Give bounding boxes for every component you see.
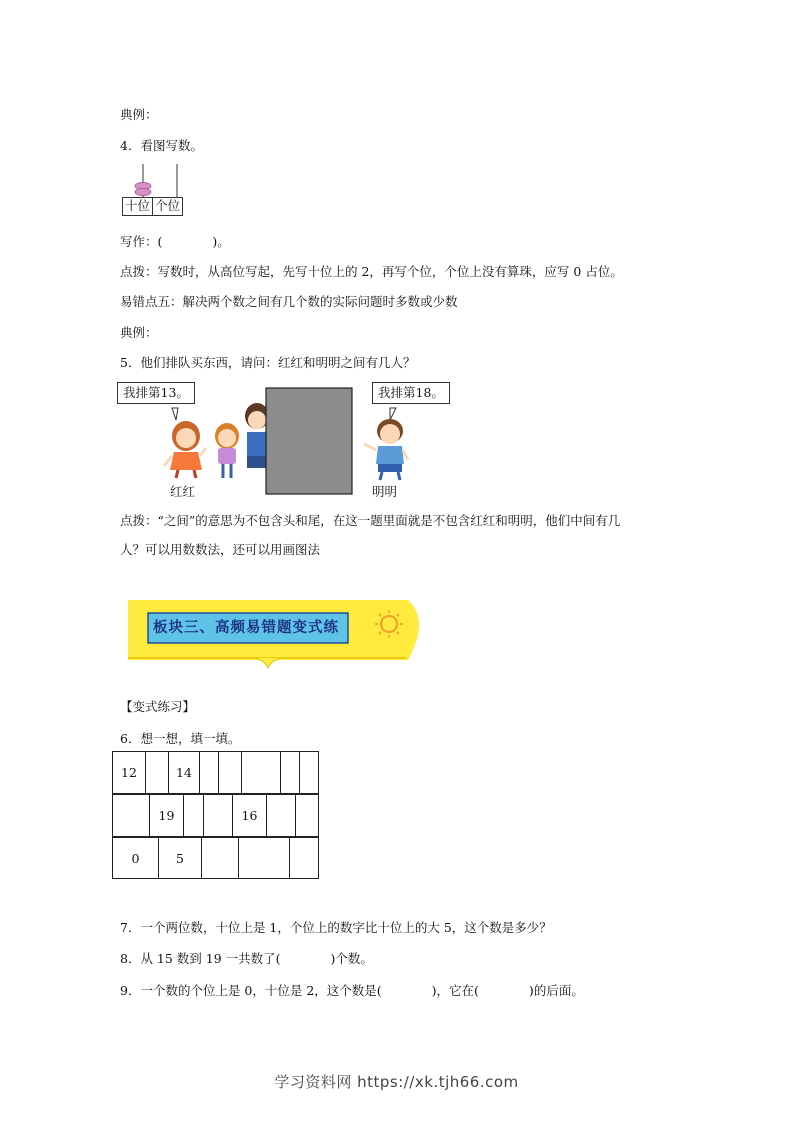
question-4-tip: 点拨：写数时，从高位写起，先写十位上的 2，再写个位，个位上没有算珠，应写 0 占位。 <box>120 264 623 279</box>
grid-row-1 <box>112 751 319 794</box>
girl-honghong-illustration <box>164 421 206 478</box>
small-girl-illustration <box>215 423 239 478</box>
mistake-point-5: 易错点五：解决两个数之间有几个数的实际问题时多数或少数 <box>120 294 458 309</box>
grid-row-3 <box>112 837 319 879</box>
mingming-speech-bubble: 我排第18。 <box>372 382 450 404</box>
grid-cell[interactable] <box>200 752 219 794</box>
practice-heading: 【变式练习】 <box>120 699 196 714</box>
grid-cell[interactable] <box>281 752 300 794</box>
grid-cell[interactable] <box>267 795 296 837</box>
grid-cell[interactable] <box>146 752 169 794</box>
ones-place-label: 个位 <box>152 198 182 215</box>
grid-cell: 16 <box>233 795 267 837</box>
question-4: 4．看图写数。 <box>120 138 203 153</box>
question-8: 8．从 15 数到 19 一共数了( )个数。 <box>120 951 373 966</box>
section-banner-title: 板块三、高频易错题变式练 <box>153 620 339 636</box>
queue-figure <box>114 378 454 502</box>
grid-cell[interactable] <box>113 795 150 837</box>
boy-mingming-illustration <box>364 419 408 480</box>
mingming-name: 明明 <box>372 484 398 499</box>
question-9: 9．一个数的个位上是 0，十位是 2，这个数是( )，它在( )的后面。 <box>120 983 584 998</box>
grid-cell[interactable] <box>202 838 239 879</box>
example-label-2: 典例： <box>120 325 158 340</box>
grid-cell: 12 <box>113 752 146 794</box>
question-5-tip-line1: 点拨：“之间”的意思为不包含头和尾，在这一题里面就是不包含红红和明明，他们中间有几 <box>120 513 621 528</box>
question-5: 5．他们排队买东西，请问：红红和明明之间有几人？ <box>120 355 416 370</box>
grid-cell[interactable] <box>300 752 319 794</box>
grid-cell[interactable] <box>204 795 233 837</box>
grid-cell[interactable] <box>290 838 319 879</box>
tens-place-label: 十位 <box>125 198 151 213</box>
grid-cell[interactable] <box>239 838 290 879</box>
grid-cell[interactable] <box>184 795 204 837</box>
grid-cell: 5 <box>159 838 202 879</box>
grid-cell: 0 <box>113 838 159 879</box>
grid-row-2 <box>112 794 319 837</box>
grid-cell: 14 <box>169 752 200 794</box>
boy-peeking-illustration <box>245 403 269 468</box>
footer-watermark: 学习资料网 https://xk.tjh66.com <box>274 1073 519 1091</box>
honghong-speech-bubble: 我排第13。 <box>117 382 195 404</box>
honghong-name: 红红 <box>170 484 196 499</box>
abacus-bead <box>135 188 151 195</box>
grid-cell[interactable] <box>242 752 281 794</box>
question-4-answer: 写作：( )。 <box>120 234 230 249</box>
example-label-1: 典例： <box>120 107 158 122</box>
abacus-place-labels <box>122 197 183 216</box>
grid-cell: 19 <box>150 795 184 837</box>
grid-cell[interactable] <box>296 795 319 837</box>
grid-cell[interactable] <box>219 752 242 794</box>
question-7: 7．一个两位数，十位上是 1，个位上的数字比十位上的大 5，这个数是多少？ <box>120 920 552 935</box>
question-5-tip-line2: 人？可以用数数法，还可以用画图法 <box>120 542 321 557</box>
question-6: 6．想一想，填一填。 <box>120 731 241 746</box>
grey-cover-block <box>266 388 352 494</box>
